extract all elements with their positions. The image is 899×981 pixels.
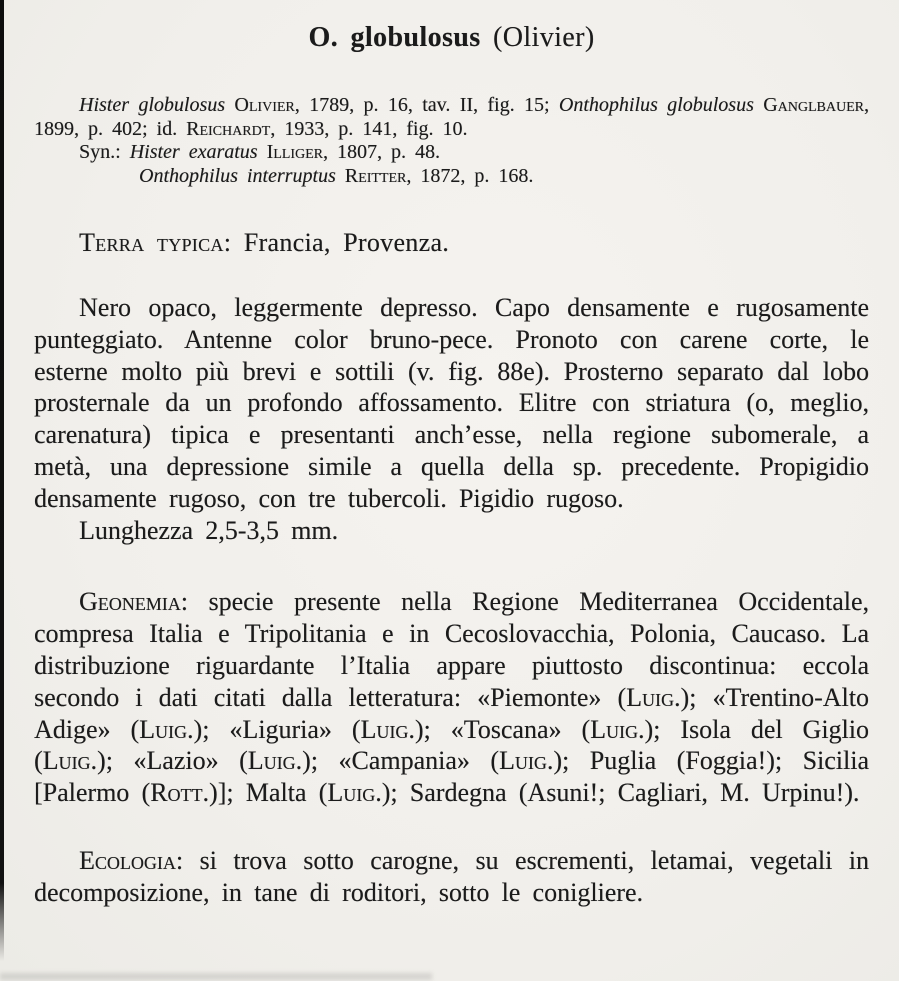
geonemia-paragraph: Geonemia: specie presente nella Regione Mediterranea Occidentale, compresa Italia e Tripolitania e in Cecoslovacchia, Polonia, Caucaso. La distribuzione riguardante l’Italia appare piuttosto discontinua: eccola secondo i dati citati dalla letteratura: «Piemonte» (Luig.); «Trentino-Alto Adige» (Luig.); «Liguria» (Luig.); «Toscana» (Luig.); Isola del Giglio (Luig.); «Lazio» (Luig.); «Campania» (Luig.); Puglia (Foggia!); Sicilia [Palermo (Rott.)]; Malta (Luig.); Sardegna (Asuni!; Cagliari, M. Urpinu!). (34, 587, 869, 808)
synonymy-citation: Hister globulosus Olivier, 1789, p. 16, tav. II, fig. 15; Onthophilus globulosus Ganglbauer, 1899, p. 402; id. Reichardt, 1933, p. 141, fig. 10. (34, 94, 870, 140)
terra-typica-line: Terra typica: Francia, Provenza. (79, 228, 450, 257)
scan-smudge (0, 973, 432, 980)
species-author: (Olivier) (480, 22, 595, 53)
synonym-line-1: Syn.: Hister exaratus Illiger, 1807, p. 48. (79, 141, 441, 163)
length-line: Lunghezza 2,5-3,5 mm. (79, 515, 339, 545)
description-paragraph: Nero opaco, leggermente depresso. Capo densamente e rugosamente punteggiato. Antenne color bruno-pece. Pronoto con carene corte, le esterne molto più brevi e sottili (v. fig. 88e). Prosterno separato dal lobo prosternale da un profondo affossamento. Elitre con striatura (o, meglio, carenatura) tipica e presentanti anch’esse, nella regione subomerale, a metà, una depressione simile a quella della sp. precedente. Propigidio densamente rugoso, con tre tubercoli. Pigidio rugoso. (34, 293, 869, 513)
ecologia-paragraph: Ecologia: si trova sotto carogne, su escrementi, letamai, vegetali in decomposizione, in tane di roditori, sotto le conigliere. (34, 845, 869, 907)
synonym-line-2: Onthophilus interruptus Reitter, 1872, p. 168. (139, 164, 534, 187)
synonymy-block (34, 94, 869, 188)
species-heading (34, 22, 869, 54)
species-name: O. globulosus (308, 22, 481, 53)
